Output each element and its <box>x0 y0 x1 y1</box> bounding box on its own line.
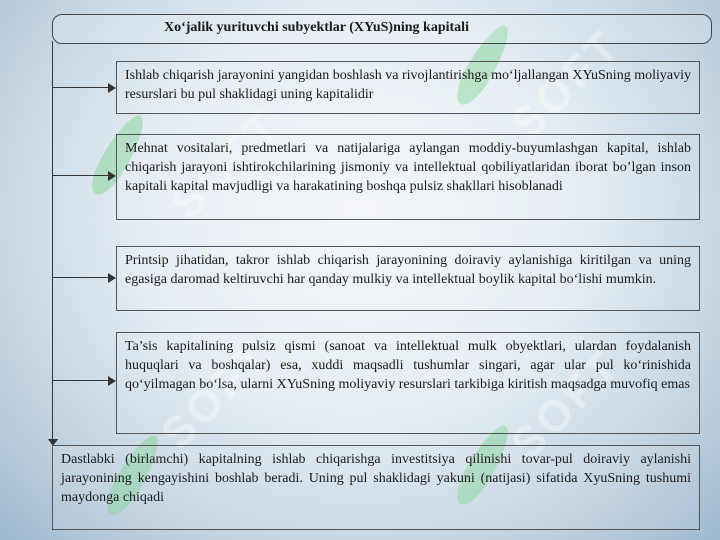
conclusion-box: Dastlabki (birlamchi) kapitalning ishlab chiqarishga investitsiya qilinishi tovar-pul doiraviy aylanishi jarayonining kengayishini boshlab beradi. Uning pul shaklidagi yakuni (natijasi) sifatida XyuSning tushumi maydonga chiqadi <box>52 445 700 530</box>
info-box-2: Mehnat vositalari, predmetlari va natijalariga aylangan moddiy-buyumlashgan kapital, ishlab chiqarish jarayoni ishtirokchilarining jismoniy va intellektual qobiliyatlaridan iborat bo’lgan inson kapitali kapital mavjudligi va harakatining boshqa pulsiz shakllari hisoblanadi <box>116 134 700 220</box>
arrow-right-icon <box>108 273 116 283</box>
info-box-4: Ta’sis kapitalining pulsiz qismi (sanoat va intellektual mulk obyektlari, ulardan foydalanish huquqlari va boshqalar) esa, xuddi maqsadli tushumlar singari, agar ular pul ko‘rinishida qo‘yilmagan bo‘lsa, ularni XYuSning moliyaviy resurslari tarkibiga kiritish maqsadga muvofiq emas <box>116 332 700 434</box>
watermark-text: SOFT <box>501 20 631 150</box>
arrow-right-icon <box>108 171 116 181</box>
connector-line <box>52 380 110 381</box>
arrow-right-icon <box>108 376 116 386</box>
diagram-title: Xo‘jalik yurituvchi subyektlar (XYuS)ning kapitali <box>164 20 469 35</box>
connector-line <box>52 87 110 88</box>
connector-line <box>52 277 110 278</box>
info-box-3: Printsip jihatidan, takror ishlab chiqarish jarayonining doiraviy aylanishiga kiritilgan va uning egasiga daromad keltiruvchi har qanday mulkiy va intellektual boylik kapital bo‘lishi mumkin. <box>116 246 700 311</box>
watermark-text: SOFT <box>501 340 631 470</box>
watermark-text: SOFT <box>151 330 281 460</box>
arrow-right-icon <box>108 83 116 93</box>
connector-line <box>52 175 110 176</box>
connector-spine <box>52 41 53 445</box>
info-box-1: Ishlab chiqarish jarayonini yangidan boshlash va rivojlantirishga mo‘ljallangan XYuSning moliyaviy resurslari bu pul shaklidagi uning kapitalidir <box>116 61 700 114</box>
watermark-text: SOFT <box>161 100 291 230</box>
